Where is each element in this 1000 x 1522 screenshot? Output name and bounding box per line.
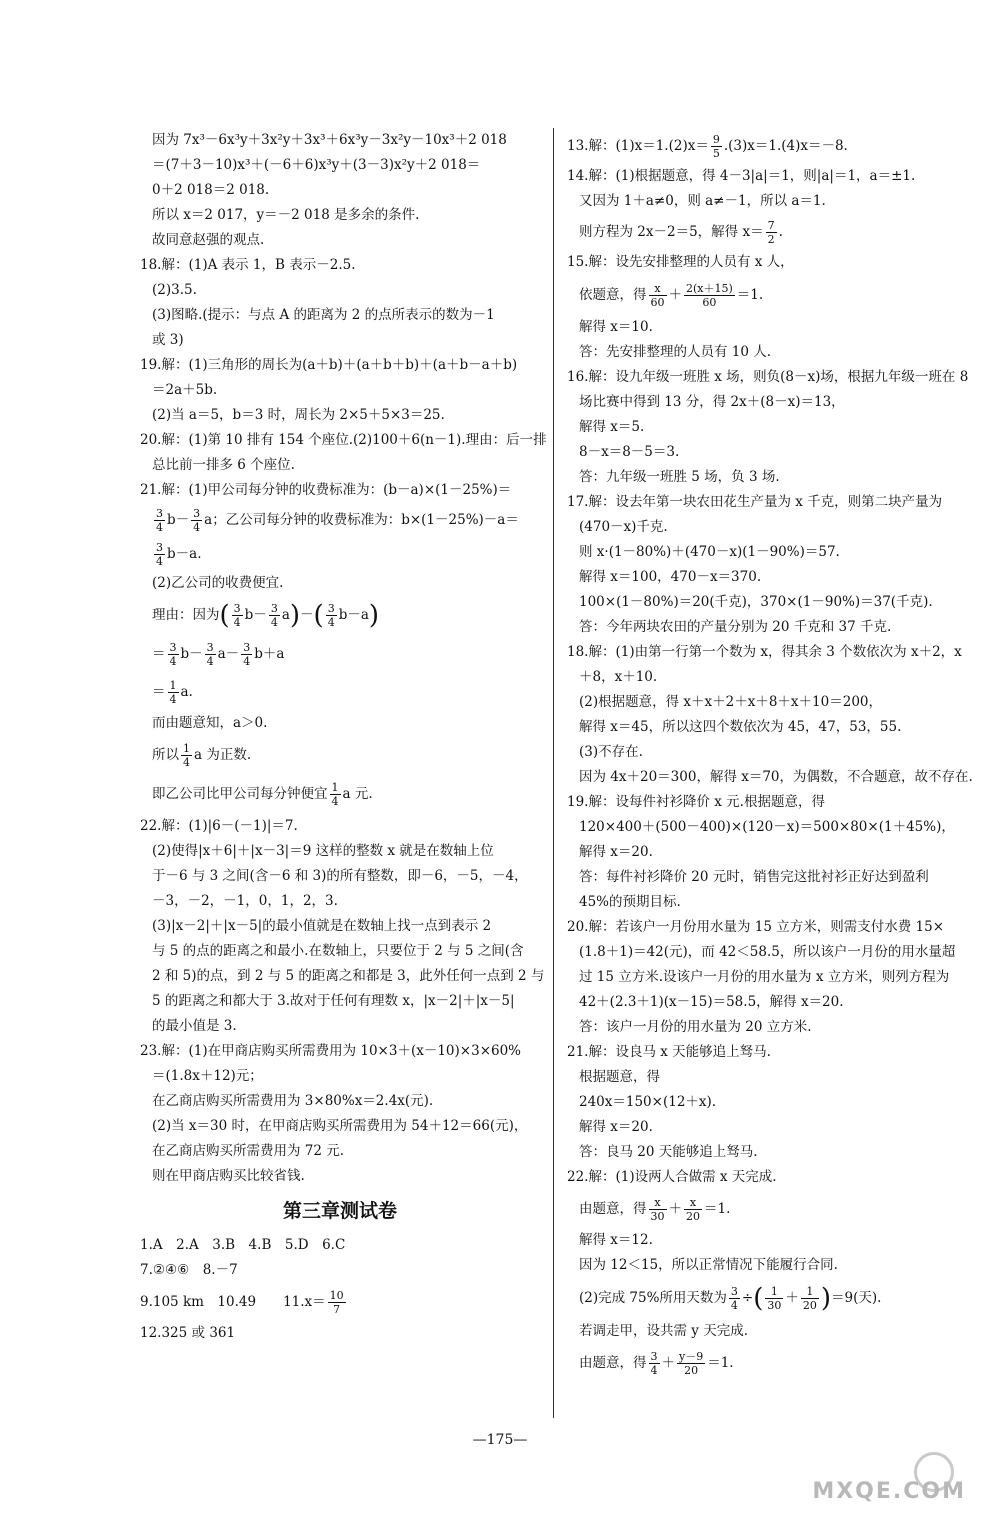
q22-line: 22.解：(1)设两人合做需 x 天完成.	[567, 1169, 777, 1185]
q19-line: (2)当 a＝5，b＝3 时，周长为 2×5＋5×3＝25.	[152, 407, 445, 423]
q23-line: 23.解：(1)在甲商店购买所需费用为 10×3＋(x－10)×3×60%	[140, 1042, 522, 1059]
q22-line: 2 和 5)的点，到 2 与 5 的距离之和都是 3，此外任何一点到 2 与	[152, 967, 545, 984]
text-line: 因为 7x³－6x³y＋3x²y＋3x³＋6x³y－3x²y－10x³＋2 018	[152, 132, 507, 148]
fraction: $\frac{3}{4}$	[193, 507, 201, 534]
q20-line: 总比前一排多 6 个座位.	[152, 457, 295, 473]
q16-line: 场比赛中得到 13 分，得 2x＋(8－x)＝13，	[579, 394, 845, 410]
q14-line: 又因为 1＋a≠0，则 a≠－1，所以 a＝1.	[579, 193, 826, 209]
q21-line: ＝ $\frac{1}{4}$ a.	[152, 678, 193, 706]
q18-line: (2)根据题意，得 x＋x＋2＋x＋8＋x＋10＝200，	[579, 694, 882, 710]
answer-line: 12.325 或 361	[140, 1324, 236, 1341]
q21-line: ＝ $\frac{3}{4}$ b－ $\frac{3}{4}$ a－ $\frac{3}{4}$ b＋a	[152, 640, 285, 668]
q21-line: 而由题意知，a＞0.	[152, 714, 268, 731]
q22-line: －3，－2，－1，0，1，2，3.	[152, 892, 338, 909]
q20-line: 20.解：若该户一月份用水量为 15 立方米，则需支付水费 15×	[567, 919, 945, 935]
q21-line: (2)乙公司的收费便宜.	[152, 575, 284, 591]
q18-line: (3)不存在.	[579, 744, 643, 760]
q19-line: 120×400＋(500－400)×(120－x)＝500×80×(1＋45%)，	[579, 819, 955, 835]
text-line: 故同意赵强的观点.	[152, 232, 265, 248]
q21-line: 答：良马 20 天能够追上驽马.	[579, 1144, 758, 1160]
q21-line: 即乙公司比甲公司每分钟便宜 $\frac{1}{4}$ a 元.	[152, 780, 373, 808]
q18-line: (3)图略.(提示：与点 A 的距离为 2 的点所表示的数为－1	[152, 307, 495, 323]
answer-line: 9.105 km 10.49 11.x＝ $\frac{10}{7}$	[140, 1288, 344, 1316]
q22-line: 因为 12＜15，所以正常情况下能履行合同.	[579, 1257, 838, 1273]
fraction: $\frac{3}{4}$	[156, 541, 163, 568]
watermark-logo	[812, 1452, 984, 1512]
q23-line: 则在甲商店购买比较省钱.	[152, 1167, 305, 1184]
q21-line: 240x＝150×(12＋x).	[579, 1094, 717, 1110]
section-title: 第三章测试卷	[282, 1199, 397, 1222]
q19-line: 答：每件衬衫降价 20 元时，销售完这批衬衫正好达到盈利	[579, 869, 929, 885]
q22-line: (2)使得|x＋6|＋|x－3|＝9 这样的整数 x 就是在数轴上位	[152, 842, 494, 859]
answer-line: 1.A 2.A 3.B 4.B 5.D 6.C	[140, 1236, 346, 1253]
q20-line: 过 15 立方米.设该户一月份的用水量为 x 立方米，则列方程为	[579, 969, 950, 985]
text-line: 0＋2 018＝2 018.	[152, 182, 270, 198]
column-divider	[553, 128, 554, 1418]
watermark-text: MXQE.COM	[812, 1479, 966, 1504]
q14-line: 14.解：(1)根据题意，得 4－3|a|＝1，则|a|＝1，a＝±1.	[567, 168, 916, 184]
text-line: ＝(7＋3－10)x³＋(－6＋6)x³y＋(3－3)x²y＋2 018＝	[152, 157, 481, 173]
q18-line: 18.解：(1)由第一行第一个数为 x，得其余 3 个数依次为 x＋2，x	[567, 644, 962, 660]
q16-line: 8－x＝8－5＝3.	[579, 444, 680, 460]
q18-line: 18.解：(1)A 表示 1，B 表示－2.5.	[140, 257, 356, 273]
q23-line: (2)当 x＝30 时，在甲商店购买所需费用为 54＋12＝66(元)，	[152, 1117, 528, 1134]
q13-line: 13.解：(1)x＝1.(2)x＝ $\frac{9}{5}$ .(3)x＝1.(4)x＝－8.	[567, 133, 848, 160]
q20-line: (1.8＋1)＝42(元)，而 42＜58.5，所以该户一月份的用水量超	[579, 944, 956, 960]
q22-line: 22.解：(1)|6－(－1)|＝7.	[140, 817, 298, 834]
q22-line: 于－6 与 3 之间(含－6 和 3)的所有整数，即－6，－5，－4，	[152, 867, 528, 884]
q19-line: 45%的预期目标.	[579, 894, 681, 910]
q16-line: 16.解：设九年级一班胜 x 场，则负(8－x)场，根据九年级一班在 8	[567, 369, 969, 385]
page-number: —175—	[472, 1432, 528, 1448]
q15-line: 答：先安排整理的人员有 10 人.	[579, 344, 772, 360]
q21-line: 根据题意，得	[579, 1069, 660, 1085]
left-column	[140, 128, 547, 1346]
q21-line: $\frac{3}{4}$ b－a.	[156, 541, 202, 568]
q16-line: 答：九年级一班胜 5 场，负 3 场.	[579, 469, 780, 485]
q22-line: 与 5 的点的距离之和最小.在数轴上，只要位于 2 与 5 之间(含	[152, 942, 524, 959]
q19-line: 解得 x＝20.	[579, 844, 653, 860]
q17-line: 17.解：设去年第一块农田花生产量为 x 千克，则第二块产量为	[567, 494, 943, 510]
q22-line: (2)完成 75%所用天数为 $\frac{3}{4}$ ÷( $\frac{1}{30}$ ＋ $\frac{1}{20}$ )＝9(天).	[579, 1283, 882, 1314]
q17-line: 解得 x＝100，470－x＝370.	[579, 569, 762, 585]
q18-line: 解得 x＝45，所以这四个数依次为 45，47，53，55.	[579, 719, 902, 735]
q19-line: 19.解：设每件衬衫降价 x 元.根据题意，得	[567, 794, 825, 810]
q17-line: 答：今年两块农田的产量分别为 20 千克和 37 千克.	[579, 619, 892, 635]
q16-line: 解得 x＝5.	[579, 419, 645, 435]
q22-line: 若调走甲，设共需 y 天完成.	[579, 1322, 749, 1339]
q22-line: 由题意，得 $\frac{x}{30}$ ＋ $\frac{x}{20}$ ＝1.	[579, 1196, 731, 1223]
q17-line: 100×(1－80%)＝20(千克)，370×(1－90%)＝37(千克).	[579, 594, 933, 610]
q21-line: 21.解：设良马 x 天能够追上驽马.	[567, 1044, 771, 1060]
fraction: $\frac{3}{4}$	[156, 507, 163, 534]
q18-line: (2)3.5.	[152, 282, 197, 298]
q22-line: 5 的距离之和都大于 3.故对于任何有理数 x，|x－2|＋|x－5|	[152, 992, 515, 1009]
q17-line: 则 x·(1－80%)＋(470－x)(1－90%)＝57.	[579, 544, 840, 560]
q23-line: 在乙商店购买所需费用为 72 元.	[152, 1142, 345, 1159]
q21-line: 所以 $\frac{1}{4}$ a 为正数.	[152, 741, 252, 769]
q20-line: 答：该户一月份的用水量为 20 立方米.	[579, 1019, 812, 1035]
q22-line: (3)|x－2|＋|x－5|的最小值就是在数轴上找一点到表示 2	[152, 917, 492, 934]
q18-line: 因为 4x＋20＝300，解得 x＝70，为偶数，不合题意，故不存在.	[579, 769, 973, 785]
q23-line: ＝(1.8x＋12)元；	[152, 1067, 263, 1084]
q19-line: 19.解：(1)三角形的周长为(a＋b)＋(a＋b＋b)＋(a＋b－a＋b)	[140, 357, 518, 373]
text-line: 所以 x＝2 017，y＝－2 018 是多余的条件.	[152, 207, 420, 223]
q19-line: ＝2a＋5b.	[152, 382, 218, 398]
q14-line: 则方程为 2x－2＝5，解得 x＝ $\frac{7}{2}$ .	[579, 219, 783, 246]
q20-line: 42＋(2.3＋1)(x－15)＝58.5，解得 x＝20.	[579, 994, 844, 1010]
q21-line: 21.解：(1)甲公司每分钟的收费标准为：(b－a)×(1－25%)＝	[140, 482, 512, 498]
answer-line: 7.②④⑥ 8.－7	[140, 1261, 238, 1278]
q15-line: 解得 x＝10.	[579, 319, 653, 335]
q23-line: 在乙商店购买所需费用为 3×80%x＝2.4x(元).	[152, 1092, 434, 1109]
q21-line: 理由：因为( $\frac{3}{4}$ b－ $\frac{3}{4}$ a)－( $\frac{3}{4}$ b－a)	[152, 600, 380, 631]
right-column	[567, 128, 973, 1382]
q22-line: 的最小值是 3.	[152, 1017, 237, 1034]
q15-line: 依题意，得 $\frac{x}{60}$ ＋ $\frac{2(x+15)}{60}$ ＝1.	[579, 282, 764, 309]
q17-line: (470－x)千克.	[579, 519, 668, 535]
q22-line: 解得 x＝12.	[579, 1232, 653, 1248]
q22-line: 由题意，得 $\frac{3}{4}$ ＋ $\frac{y-9}{20}$ ＝1.	[579, 1349, 734, 1377]
q20-line: 20.解：(1)第 10 排有 154 个座位.(2)100＋6(n－1).理由：后一排	[140, 432, 547, 448]
q18-line: 或 3)	[152, 332, 184, 348]
q21-line: 解得 x＝20.	[579, 1119, 653, 1135]
q18-line: ＋8，x＋10.	[579, 669, 658, 685]
q21-line: $\frac{3}{4}$ b－ $\frac{3}{4}$ a；乙公司每分钟的收费标准为：b×(1－25%)－a＝	[156, 507, 519, 534]
q15-line: 15.解：设先安排整理的人员有 x 人，	[567, 254, 794, 270]
